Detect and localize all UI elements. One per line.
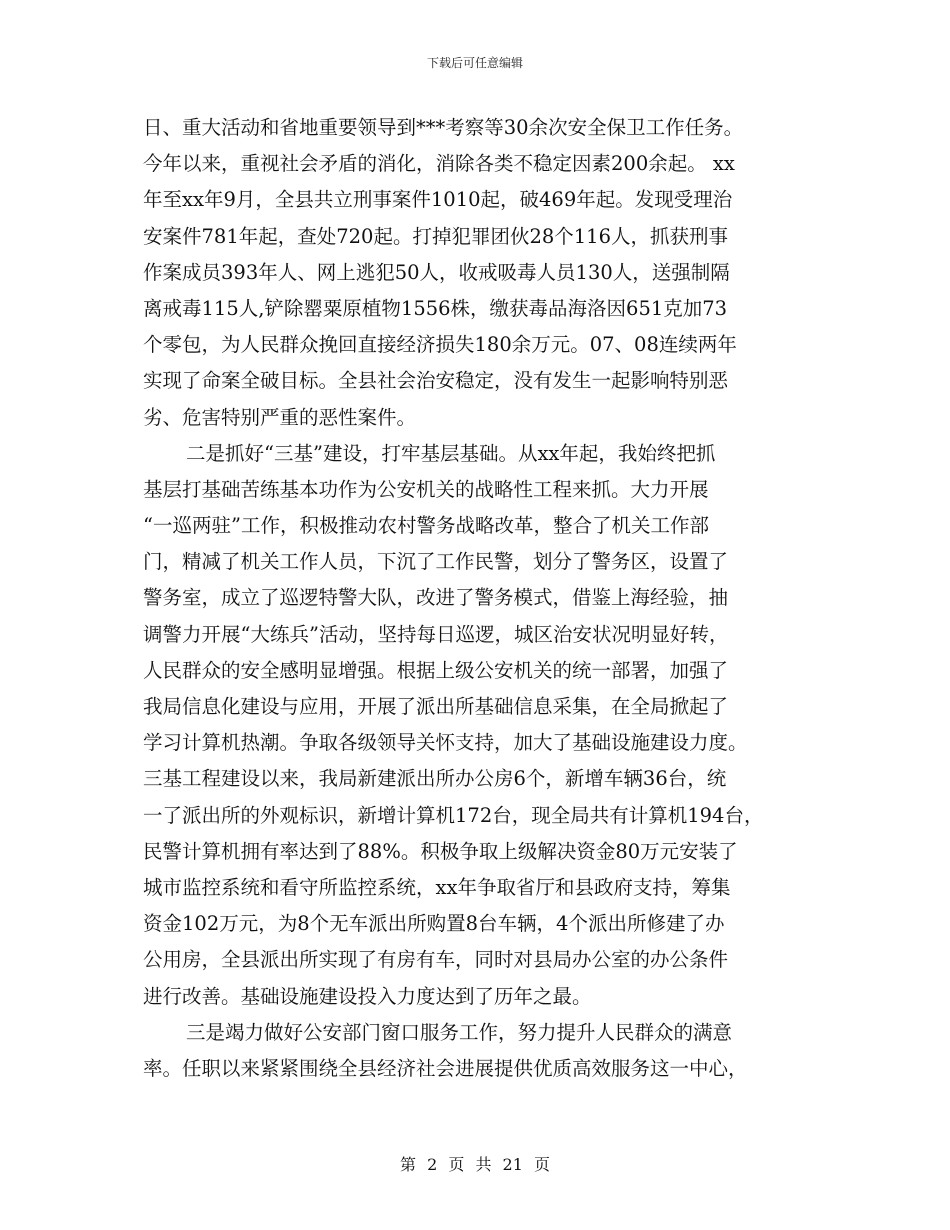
text-line: 年至xx年9月，全县共立刑事案件1010起，破469年起。发现受理治 (143, 188, 733, 212)
paragraph-start-line: 二是抓好“三基”建设，打牢基层基础。从xx年起，我始终把抓 (186, 441, 716, 465)
text-line: 学习计算机热潮。争取各级领导关怀支持，加大了基础设施建设力度。 (143, 731, 748, 755)
text-line: 作案成员393年人、网上逃犯50人，收戒吸毒人员130人，送强制隔 (143, 260, 730, 284)
text-line: 人民群众的安全感明显增强。根据上级公安机关的统一部署，加强了 (143, 658, 729, 682)
text-line: 资金102万元，为8个无车派出所购置8台车辆，4个派出所修建了办 (143, 912, 725, 936)
text-line: 实现了命案全破目标。全县社会治安稳定，没有发生一起影响特别恶 (143, 369, 729, 393)
text-line: 基层打基础苦练基本功作为公安机关的战略性工程来抓。大力开展 (143, 477, 709, 501)
text-line: 一了派出所的外观标识，新增计算机172台，现全局共有计算机194台， (143, 803, 764, 827)
text-line: 警务室，成立了巡逻特警大队，改进了警务模式，借鉴上海经验，抽 (143, 586, 729, 610)
text-line: 离戒毒115人,铲除罂粟原植物1556株，缴获毒品海洛因651克加73 (143, 296, 728, 320)
page-header: 下载后可任意编辑 (426, 56, 523, 70)
text-line: 调警力开展“大练兵”活动，坚持每日巡逻，城区治安状况明显好转， (143, 622, 729, 646)
text-line: 今年以来，重视社会矛盾的消化，消除各类不稳定因素200余起。 xx (143, 152, 735, 176)
text-line: “一巡两驻”工作，积极推动农村警务战略改革，整合了机关工作部 (143, 514, 709, 538)
text-line: 三基工程建设以来，我局新建派出所办公房6个，新增车辆36台，统 (143, 767, 727, 791)
text-line: 城市监控系统和看守所监控系统，xx年争取省厅和县政府支持，筹集 (143, 875, 731, 899)
text-line: 民警计算机拥有率达到了88%。积极争取上级解决资金80万元安装了 (143, 839, 738, 863)
text-line: 门，精减了机关工作人员，下沉了工作民警，划分了警务区，设置了 (143, 550, 729, 574)
text-line: 个零包，为人民群众挽回直接经济损失180余万元。07、08连续两年 (143, 333, 737, 357)
text-line: 进行改善。基础设施建设投入力度达到了历年之最。 (143, 984, 592, 1008)
text-line: 日、重大活动和省地重要领导到***考察等30余次安全保卫工作任务。 (143, 116, 744, 139)
page-footer: 第 2 页 共 21 页 (400, 1155, 550, 1174)
paragraph-start-line: 三是竭力做好公安部门窗口服务工作，努力提升人民群众的满意 (186, 1020, 733, 1044)
body-text (143, 110, 823, 1087)
text-line: 安案件781年起，查处720起。打掉犯罪团伙28个116人，抓获刑事 (143, 224, 728, 248)
text-line: 率。任职以来紧紧围绕全县经济社会进展提供优质高效服务这一中心， (143, 1056, 748, 1080)
text-line: 公用房，全县派出所实现了有房有车，同时对县局办公室的办公条件 (143, 948, 729, 972)
text-line: 我局信息化建设与应用，开展了派出所基础信息采集，在全局掀起了 (143, 695, 729, 718)
text-line: 劣、危害特别严重的恶性案件。 (143, 405, 417, 429)
